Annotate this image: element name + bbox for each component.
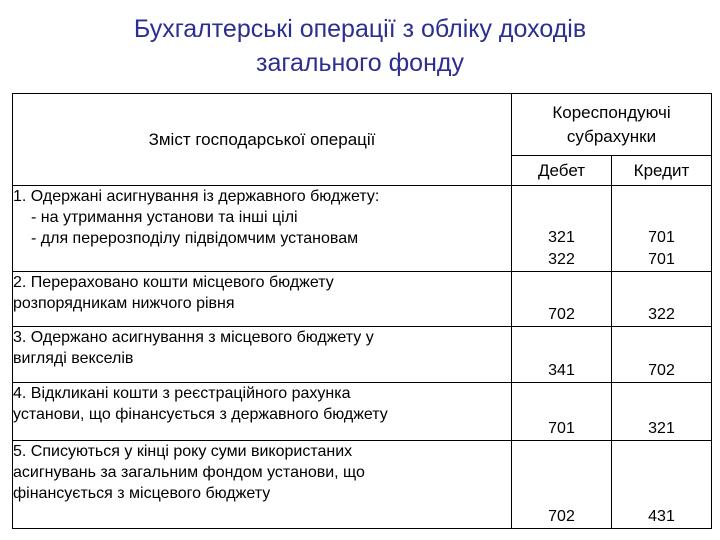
operation-description: [13, 441, 512, 529]
table-row: [13, 327, 712, 383]
operation-text-line: 1. Одержані асигнування із державного бюджету:: [13, 188, 380, 205]
table-row: [13, 272, 712, 327]
debit-cell: [512, 272, 612, 327]
credit-account: 701: [648, 229, 675, 246]
operation-text-line: установи, що фінансується з державного бюджету: [13, 406, 388, 423]
operation-text-line: 2. Перераховано кошти місцевого бюджету: [13, 274, 334, 291]
operation-description: [13, 327, 512, 383]
debit-account: 702: [548, 508, 575, 525]
column-header-credit: Кредит: [612, 156, 712, 186]
operation-description: [13, 186, 512, 272]
operation-text-line: фінансується з місцевого бюджету: [13, 485, 271, 502]
debit-account: 341: [548, 362, 575, 379]
column-header-correspondence: [512, 94, 712, 156]
credit-account: 321: [648, 420, 675, 437]
table-row: [13, 441, 712, 529]
page-title: [0, 12, 720, 80]
credit-cell: [612, 327, 712, 383]
debit-cell: [512, 383, 612, 441]
debit-cell: [512, 327, 612, 383]
operation-text-line: 4. Відкликані кошти з реєстраційного рахунка: [13, 385, 351, 402]
correspondence-label-line-1: Кореспондуючі: [552, 102, 671, 122]
credit-cell: [612, 383, 712, 441]
operation-text-line: 5. Списуються у кінці року суми використаних: [13, 443, 353, 460]
operation-text-line: - на утримання установи та інші цілі: [31, 209, 298, 226]
debit-account: 322: [548, 251, 575, 268]
operation-text-line: розпорядникам нижчого рівня: [13, 295, 235, 312]
credit-account: 701: [648, 251, 675, 268]
credit-account: 431: [648, 508, 675, 525]
operation-text-line: 3. Одержано асигнування з місцевого бюджету у: [13, 329, 374, 346]
title-line-1: Бухгалтерські операції з обліку доходів: [133, 15, 587, 43]
debit-account: 701: [548, 420, 575, 437]
operations-table: [12, 93, 712, 529]
operations-table-body: [13, 186, 712, 529]
debit-cell: [512, 186, 612, 272]
table-row: [13, 186, 712, 272]
correspondence-label-line-2: субрахунки: [566, 126, 657, 146]
credit-cell: [612, 272, 712, 327]
operation-description: [13, 383, 512, 441]
operation-text-line: асигнувань за загальним фондом установи, що: [13, 464, 365, 481]
operation-text-line: - для перерозподілу підвідомчим установам: [31, 230, 359, 247]
table-row: [13, 383, 712, 441]
debit-account: 702: [548, 306, 575, 323]
credit-cell: [612, 441, 712, 529]
operation-text-line: вигляді векселів: [13, 350, 134, 367]
credit-account: 322: [648, 306, 675, 323]
operation-description: [13, 272, 512, 327]
title-line-2: загального фонду: [256, 49, 464, 77]
credit-account: 702: [648, 362, 675, 379]
debit-cell: [512, 441, 612, 529]
debit-account: 321: [548, 229, 575, 246]
column-header-operation: Зміст господарської операції: [13, 94, 512, 186]
column-header-debit: Дебет: [512, 156, 612, 186]
credit-cell: [612, 186, 712, 272]
